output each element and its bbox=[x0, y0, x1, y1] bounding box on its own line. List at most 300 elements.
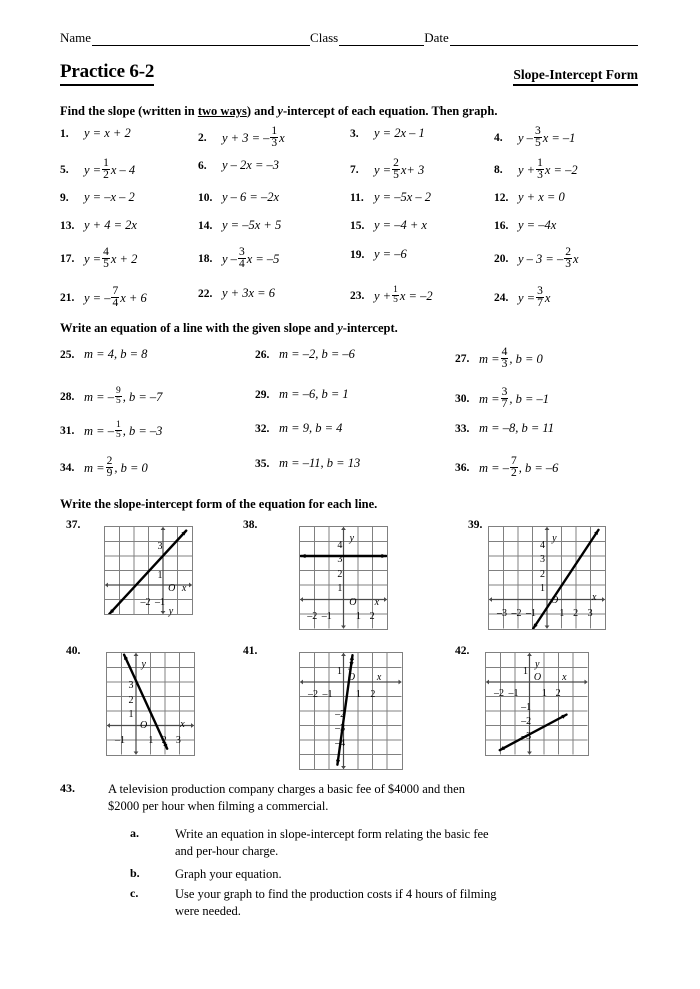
fraction-denominator: 9 bbox=[106, 467, 113, 480]
fraction-numerator: 4 bbox=[103, 245, 109, 258]
word-problem-part-b-text bbox=[175, 866, 555, 883]
equation-problem-expression bbox=[222, 126, 285, 151]
date-blank[interactable] bbox=[450, 33, 638, 46]
equation-problem[interactable] bbox=[60, 190, 135, 205]
axis-label: 3 bbox=[337, 554, 343, 566]
coordinate-grid[interactable] bbox=[106, 652, 195, 756]
equation-problem[interactable] bbox=[198, 126, 285, 151]
equation-problem-expression bbox=[518, 158, 578, 183]
name-blank[interactable] bbox=[92, 33, 310, 46]
fraction-numerator: 9 bbox=[115, 385, 121, 396]
fraction-denominator: 5 bbox=[115, 430, 121, 441]
equation-problem-expression bbox=[222, 247, 279, 272]
expression-text: y = x + 2 bbox=[84, 126, 131, 140]
fraction-numerator: 7 bbox=[510, 454, 517, 467]
expression-text: y + 3x = 6 bbox=[222, 286, 275, 300]
equation-problem-number: 5. bbox=[60, 164, 69, 177]
expression-text: x + 2 bbox=[110, 251, 138, 266]
expression-text: , b = –6 bbox=[518, 460, 559, 475]
fraction-numerator: 3 bbox=[501, 385, 508, 398]
equation-problem[interactable] bbox=[350, 190, 431, 205]
slope-intercept-problem[interactable] bbox=[60, 456, 148, 481]
equation-problem-number: 24. bbox=[494, 292, 509, 305]
equation-problem[interactable] bbox=[198, 158, 279, 173]
axis-label: 2 bbox=[161, 734, 167, 746]
expression-text: m = bbox=[479, 391, 500, 406]
expression-text: x = –1 bbox=[542, 130, 576, 145]
graph-problem-number: 39. bbox=[468, 519, 483, 531]
expression-text: , b = 0 bbox=[509, 351, 543, 366]
equation-problem[interactable] bbox=[494, 190, 565, 205]
fraction-denominator: 3 bbox=[501, 358, 508, 371]
equation-problem-number: 2. bbox=[198, 132, 207, 145]
axis-label: y bbox=[168, 606, 174, 618]
axis-label: –1 bbox=[321, 610, 332, 622]
expression-text: m = –8, b = 11 bbox=[479, 421, 554, 435]
equation-problem-expression bbox=[84, 158, 135, 183]
axis-label: –2 bbox=[307, 688, 318, 700]
slope-intercept-problem-expression bbox=[479, 456, 558, 481]
equation-problem[interactable] bbox=[494, 218, 556, 233]
axis-label: –1 bbox=[114, 734, 125, 746]
axis-label: x bbox=[591, 591, 597, 603]
slope-intercept-problem-expression bbox=[479, 387, 549, 412]
word-problem-part-c-letter: c. bbox=[130, 886, 139, 900]
word-problem-line-2: $2000 per hour when filming a commercial. bbox=[108, 798, 329, 813]
fraction-numerator: 7 bbox=[112, 284, 119, 297]
axis-label: –1 bbox=[322, 688, 333, 700]
equation-problem-expression bbox=[518, 126, 575, 151]
fraction-denominator: 2 bbox=[103, 169, 109, 182]
fraction bbox=[534, 126, 542, 151]
expression-text: x = –5 bbox=[246, 251, 280, 266]
equation-problem-expression bbox=[222, 158, 279, 173]
axis-label: 2 bbox=[370, 688, 376, 700]
fraction-numerator: 1 bbox=[537, 156, 543, 169]
axis-label: 1 bbox=[128, 708, 134, 720]
graph-problem-number: 37. bbox=[66, 519, 81, 531]
expression-text: y + 4 = 2x bbox=[84, 218, 137, 232]
axis-label: 1 bbox=[355, 688, 361, 700]
axis-label: O bbox=[168, 583, 176, 595]
slope-intercept-problem[interactable] bbox=[255, 347, 355, 362]
expression-text: y + x = 0 bbox=[518, 190, 565, 204]
axis-label: –2 bbox=[140, 597, 151, 609]
equation-problem-expression bbox=[84, 247, 137, 272]
fraction bbox=[102, 247, 110, 272]
expression-text: y + 3 = – bbox=[222, 130, 270, 145]
axis-label: 1 bbox=[559, 607, 565, 619]
fraction-denominator: 3 bbox=[565, 258, 571, 271]
coordinate-grid[interactable] bbox=[104, 526, 193, 618]
fraction bbox=[270, 126, 278, 151]
fraction-numerator: 2 bbox=[106, 454, 113, 467]
slope-intercept-problem[interactable] bbox=[255, 456, 360, 471]
axis-label: 2 bbox=[540, 568, 546, 580]
axis-label: 1 bbox=[522, 665, 528, 677]
axis-label: 1 bbox=[148, 734, 154, 746]
expression-text: , b = 0 bbox=[114, 460, 148, 475]
equation-problem-number: 18. bbox=[198, 253, 213, 266]
axis-label: x bbox=[374, 597, 380, 609]
expression-text: y – bbox=[518, 130, 533, 145]
fraction bbox=[392, 158, 400, 183]
axis-label: –1 bbox=[508, 687, 519, 699]
axis-label: 1 bbox=[541, 687, 547, 699]
word-problem-part-a-text bbox=[175, 826, 555, 860]
expression-text: m = –11, b = 13 bbox=[279, 456, 361, 470]
equation-problem-expression bbox=[518, 247, 579, 272]
axis-label: O bbox=[551, 594, 559, 606]
equation-problem[interactable] bbox=[198, 190, 279, 205]
slope-intercept-problem[interactable] bbox=[455, 456, 558, 481]
fraction bbox=[564, 247, 572, 272]
fraction-numerator: 3 bbox=[238, 245, 245, 258]
equation-problem-number: 21. bbox=[60, 292, 75, 305]
equation-problem-expression bbox=[374, 218, 427, 233]
axis-label: 3 bbox=[157, 541, 163, 553]
expression-text: x = –2 bbox=[399, 288, 433, 303]
axis-label: –2 bbox=[335, 708, 346, 720]
slope-intercept-problem-number: 25. bbox=[60, 348, 75, 361]
fraction bbox=[111, 286, 119, 311]
slope-intercept-problem-expression bbox=[279, 456, 360, 471]
axis-label: 1 bbox=[355, 610, 361, 622]
equation-problem-expression bbox=[518, 190, 565, 205]
equation-problem[interactable] bbox=[198, 247, 279, 272]
slope-intercept-problem-number: 26. bbox=[255, 348, 270, 361]
slope-intercept-problem-expression bbox=[279, 421, 342, 436]
slope-intercept-problem-expression bbox=[84, 347, 147, 362]
graph-problem-number: 42. bbox=[455, 645, 470, 657]
coordinate-grid[interactable] bbox=[299, 526, 388, 630]
equation-problem[interactable] bbox=[60, 286, 147, 311]
fraction bbox=[102, 158, 110, 183]
slope-intercept-problem-number: 32. bbox=[255, 422, 270, 435]
axis-label: –1 bbox=[155, 597, 166, 609]
fraction-denominator: 5 bbox=[534, 137, 541, 150]
equation-problem-number: 1. bbox=[60, 127, 69, 140]
slope-intercept-problem-expression bbox=[479, 347, 543, 372]
equation-problem[interactable] bbox=[350, 158, 424, 183]
axis-label: –3 bbox=[521, 730, 532, 742]
expression-text: x = –2 bbox=[544, 162, 578, 177]
equation-problem-expression bbox=[84, 286, 147, 311]
slope-intercept-problem[interactable] bbox=[255, 421, 342, 436]
fraction-numerator: 4 bbox=[501, 345, 508, 358]
fraction-denominator: 5 bbox=[393, 169, 399, 182]
axis-label: O bbox=[347, 672, 356, 683]
slope-intercept-problem-expression bbox=[84, 387, 162, 408]
expression-text: y + bbox=[374, 288, 392, 303]
expression-text: , b = –7 bbox=[122, 389, 163, 404]
part-b-line-1: Graph your equation. bbox=[175, 867, 282, 881]
expression-text: y = –6 bbox=[374, 247, 407, 261]
axis-label: –3 bbox=[335, 723, 346, 735]
fraction bbox=[536, 158, 544, 183]
slope-intercept-problem-number: 33. bbox=[455, 422, 470, 435]
word-problem-number: 43. bbox=[60, 781, 75, 795]
equation-problem-number: 22. bbox=[198, 287, 213, 300]
equation-problem-number: 8. bbox=[494, 164, 503, 177]
part-a-line-1: Write an equation in slope-intercept form relating the basic fee bbox=[175, 827, 489, 841]
fraction bbox=[115, 387, 122, 408]
slope-intercept-problem-expression bbox=[84, 456, 148, 481]
equation-problem-number: 13. bbox=[60, 219, 75, 232]
equation-problem-expression bbox=[374, 190, 431, 205]
slope-intercept-problem[interactable] bbox=[455, 387, 549, 412]
expression-text: x bbox=[572, 251, 579, 266]
student-info-line bbox=[60, 30, 638, 46]
equation-problem[interactable] bbox=[494, 126, 575, 151]
equation-problem-number: 23. bbox=[350, 290, 365, 303]
expression-text: y – bbox=[222, 251, 237, 266]
expression-text: m = bbox=[479, 351, 500, 366]
page-title: Practice 6-2 bbox=[60, 61, 154, 86]
graph-problem-number: 38. bbox=[243, 519, 258, 531]
equation-problem-expression bbox=[222, 218, 281, 233]
equation-problem-expression bbox=[222, 190, 279, 205]
equation-problem-expression bbox=[518, 286, 550, 311]
part-c-line-2: were needed. bbox=[175, 903, 241, 918]
axis-label: 2 bbox=[337, 568, 343, 580]
fraction-denominator: 2 bbox=[510, 467, 517, 480]
equation-problem[interactable] bbox=[350, 286, 433, 307]
fraction-denominator: 7 bbox=[501, 398, 508, 411]
axis-label: y bbox=[349, 658, 354, 670]
expression-text: x – 4 bbox=[110, 162, 136, 177]
slope-intercept-problem-number: 31. bbox=[60, 425, 75, 438]
worksheet-title-bar bbox=[60, 62, 638, 86]
equation-problem[interactable] bbox=[350, 247, 407, 262]
part-c-line-1: Use your graph to find the production costs if 4 hours of filming bbox=[175, 887, 497, 901]
expression-text: m = bbox=[84, 460, 105, 475]
fraction-numerator: 1 bbox=[103, 156, 109, 169]
equation-problem-number: 4. bbox=[494, 132, 503, 145]
axis-label: y bbox=[535, 658, 540, 670]
equation-problem-expression bbox=[374, 158, 424, 183]
lesson-topic-title: Slope-Intercept Form bbox=[513, 67, 638, 86]
equation-problem-number: 12. bbox=[494, 191, 509, 204]
section-3-instruction: Write the slope-intercept form of the equation for each line. bbox=[60, 497, 378, 511]
word-problem-body bbox=[108, 781, 528, 815]
expression-text: y = –4 + x bbox=[374, 218, 427, 232]
equation-problem[interactable] bbox=[60, 158, 135, 183]
fraction bbox=[115, 421, 122, 442]
axis-label: –1 bbox=[525, 607, 536, 619]
slope-intercept-problem[interactable] bbox=[455, 421, 554, 436]
equation-problem-number: 7. bbox=[350, 164, 359, 177]
slope-intercept-problem-expression bbox=[279, 347, 355, 362]
fraction-denominator: 3 bbox=[537, 169, 543, 182]
date-label: Date bbox=[424, 30, 449, 45]
fraction-numerator: 1 bbox=[393, 284, 398, 295]
equation-problem[interactable] bbox=[350, 218, 427, 233]
fraction-numerator: 1 bbox=[271, 124, 278, 137]
equation-problem[interactable] bbox=[494, 286, 550, 311]
expression-text: x+ 3 bbox=[400, 162, 425, 177]
slope-intercept-problem[interactable] bbox=[60, 347, 147, 362]
axis-label: –2 bbox=[493, 687, 504, 699]
axis-label: 3 bbox=[540, 554, 546, 566]
section-2-instruction: Write an equation of a line with the given slope and y-intercept. bbox=[60, 321, 398, 335]
expression-text: y = bbox=[84, 251, 102, 266]
equation-problem-expression bbox=[374, 247, 407, 262]
fraction bbox=[106, 456, 114, 481]
expression-text: y = –5x – 2 bbox=[374, 190, 432, 204]
equation-problem-expression bbox=[84, 126, 131, 141]
expression-text: m = – bbox=[479, 460, 509, 475]
axis-label: 3 bbox=[587, 607, 593, 619]
equation-problem-number: 3. bbox=[350, 127, 359, 140]
expression-text: m = – bbox=[84, 389, 114, 404]
slope-intercept-problem[interactable] bbox=[60, 387, 162, 408]
slope-intercept-problem-number: 28. bbox=[60, 391, 75, 404]
expression-text: y = bbox=[374, 162, 392, 177]
axis-label: –2 bbox=[307, 610, 318, 622]
slope-intercept-problem[interactable] bbox=[255, 387, 349, 402]
expression-text: y – 2x = –3 bbox=[222, 158, 280, 172]
equation-problem-number: 20. bbox=[494, 253, 509, 266]
fraction bbox=[392, 286, 399, 307]
class-blank[interactable] bbox=[339, 33, 424, 46]
word-problem-part-c-text bbox=[175, 886, 555, 920]
equation-problem-expression bbox=[518, 218, 556, 233]
fraction bbox=[501, 387, 509, 412]
axis-label: 1 bbox=[336, 665, 342, 677]
word-problem-part-a-letter: a. bbox=[130, 826, 139, 840]
name-label: Name bbox=[60, 30, 92, 45]
equation-problem[interactable] bbox=[60, 247, 137, 272]
equation-problem-expression bbox=[222, 286, 275, 301]
equation-problem-expression bbox=[374, 286, 433, 307]
slope-intercept-problem[interactable] bbox=[60, 421, 162, 442]
graph-problem-number: 40. bbox=[66, 645, 81, 657]
expression-text: y – 3 = – bbox=[518, 251, 564, 266]
expression-text: x bbox=[544, 290, 551, 305]
fraction bbox=[536, 286, 544, 311]
axis-label: y bbox=[349, 532, 355, 544]
equation-problem-expression bbox=[84, 218, 137, 233]
equation-problem-number: 6. bbox=[198, 159, 207, 172]
part-a-line-2: and per-hour charge. bbox=[175, 843, 279, 858]
section-1-instruction: Find the slope (written in two ways) and y-intercept of each equation. Then graph. bbox=[60, 104, 498, 118]
axis-label: 2 bbox=[128, 694, 134, 706]
equation-problem-expression bbox=[84, 190, 135, 205]
equation-problem-number: 9. bbox=[60, 191, 69, 204]
expression-text: m = 9, b = 4 bbox=[279, 421, 343, 435]
graph-problem-number: 41. bbox=[243, 645, 258, 657]
axis-label: 1 bbox=[337, 582, 343, 594]
expression-text: y – 6 = –2x bbox=[222, 190, 280, 204]
fraction bbox=[501, 347, 509, 372]
axis-label: –2 bbox=[521, 716, 532, 728]
equation-problem-number: 16. bbox=[494, 219, 509, 232]
axis-label: y bbox=[552, 532, 557, 544]
fraction-denominator: 4 bbox=[112, 297, 119, 310]
expression-text: , b = –1 bbox=[509, 391, 550, 406]
axis-label: –3 bbox=[496, 607, 507, 619]
fraction-denominator: 5 bbox=[393, 295, 398, 306]
expression-text: x bbox=[279, 130, 285, 145]
axis-label: 4 bbox=[337, 540, 343, 552]
equation-problem[interactable] bbox=[494, 158, 578, 183]
axis-label: –2 bbox=[511, 607, 522, 619]
fraction-denominator: 4 bbox=[238, 258, 245, 271]
axis-label: x bbox=[180, 718, 185, 730]
axis-label: 2 bbox=[369, 610, 375, 622]
fraction-numerator: 3 bbox=[537, 284, 543, 297]
equation-problem[interactable] bbox=[350, 126, 425, 141]
word-problem-part-b-letter: b. bbox=[130, 866, 140, 880]
fraction bbox=[238, 247, 246, 272]
fraction-denominator: 5 bbox=[103, 258, 109, 271]
fraction-numerator: 3 bbox=[534, 124, 541, 137]
axis-label: –1 bbox=[521, 701, 532, 713]
equation-problem[interactable] bbox=[494, 247, 579, 272]
expression-text: y + bbox=[518, 162, 536, 177]
expression-text: y = –4x bbox=[518, 218, 557, 232]
expression-text: y = –5x + 5 bbox=[222, 218, 282, 232]
fraction-denominator: 3 bbox=[271, 137, 278, 150]
axis-label: x bbox=[562, 672, 567, 683]
expression-text: y = bbox=[518, 290, 536, 305]
expression-text: , b = –3 bbox=[122, 423, 163, 438]
slope-intercept-problem[interactable] bbox=[455, 347, 543, 372]
slope-intercept-problem-number: 34. bbox=[60, 462, 75, 475]
fraction bbox=[510, 456, 518, 481]
axis-label: O bbox=[140, 720, 148, 732]
axis-label: x bbox=[376, 672, 382, 683]
expression-text: x + 6 bbox=[120, 290, 147, 305]
equation-problem-number: 14. bbox=[198, 219, 213, 232]
slope-intercept-problem-number: 29. bbox=[255, 388, 270, 401]
fraction-denominator: 7 bbox=[537, 297, 543, 310]
axis-label: 4 bbox=[540, 540, 546, 552]
equation-problem-expression bbox=[374, 126, 425, 141]
equation-problem-number: 10. bbox=[198, 191, 213, 204]
axis-label: O bbox=[533, 672, 542, 683]
slope-intercept-problem-expression bbox=[84, 421, 162, 442]
fraction-numerator: 2 bbox=[393, 156, 399, 169]
equation-problem[interactable] bbox=[198, 218, 281, 233]
coordinate-grid[interactable] bbox=[299, 652, 403, 770]
equation-problem-number: 15. bbox=[350, 219, 365, 232]
expression-text: m = –6, b = 1 bbox=[279, 387, 349, 401]
class-label: Class bbox=[310, 30, 339, 45]
slope-intercept-problem-number: 36. bbox=[455, 462, 470, 475]
equation-problem-number: 17. bbox=[60, 253, 75, 266]
axis-label: –4 bbox=[335, 737, 346, 749]
fraction-numerator: 2 bbox=[565, 245, 571, 258]
coordinate-grid[interactable] bbox=[485, 652, 589, 756]
fraction-numerator: 1 bbox=[115, 419, 121, 430]
axis-label: 2 bbox=[555, 687, 561, 699]
expression-text: y = – bbox=[84, 290, 111, 305]
equation-problem-number: 11. bbox=[350, 191, 364, 204]
axis-label: O bbox=[349, 597, 357, 609]
coordinate-grid[interactable] bbox=[488, 526, 606, 630]
axis-label: 1 bbox=[157, 570, 163, 582]
equation-problem[interactable] bbox=[198, 286, 275, 301]
slope-intercept-problem-expression bbox=[479, 421, 554, 436]
equation-problem[interactable] bbox=[60, 126, 131, 141]
equation-problem[interactable] bbox=[60, 218, 137, 233]
slope-intercept-problem-number: 35. bbox=[255, 457, 270, 470]
axis-label: 3 bbox=[175, 734, 181, 746]
axis-label: x bbox=[181, 583, 187, 595]
axis-label: 1 bbox=[540, 582, 546, 594]
